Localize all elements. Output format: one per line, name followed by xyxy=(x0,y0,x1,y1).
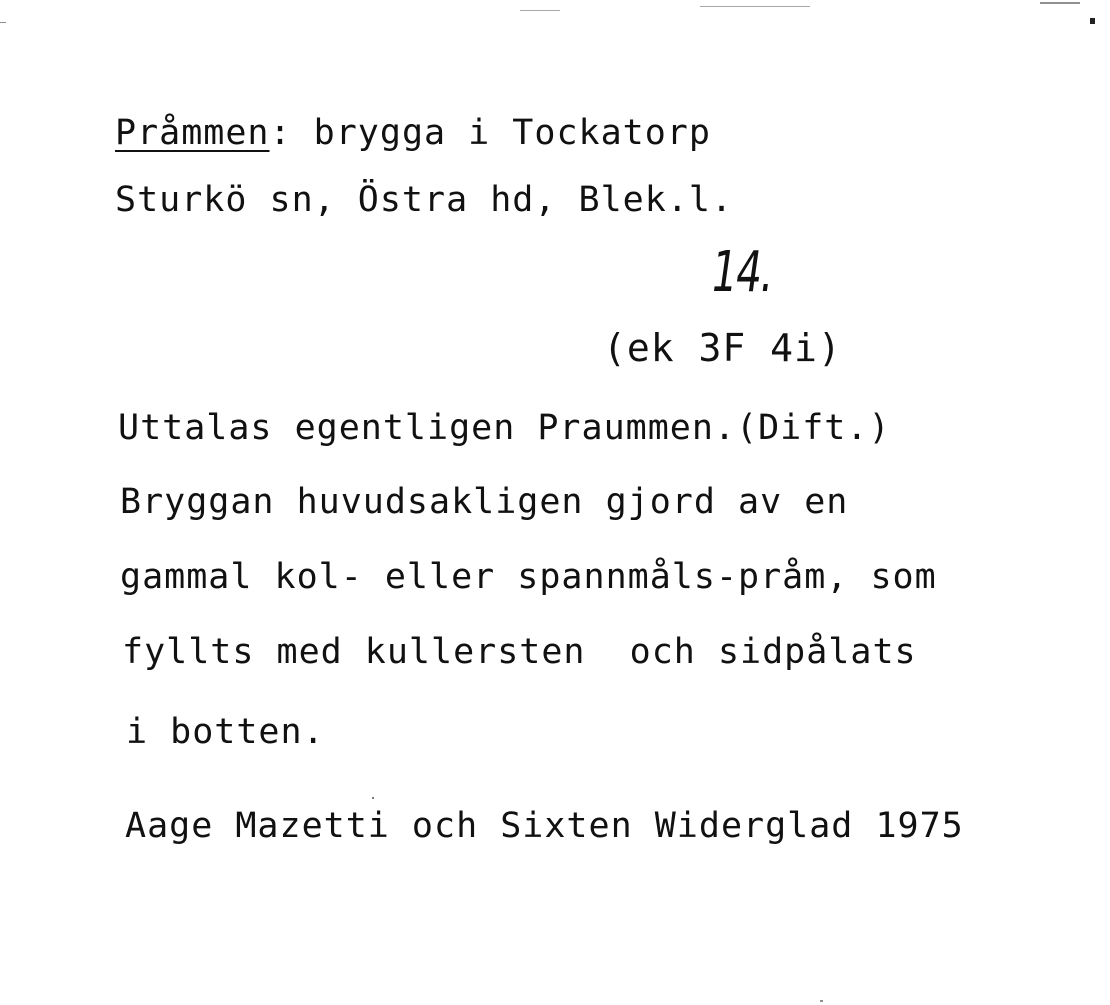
scan-speck xyxy=(1040,2,1080,4)
signature-line: Aage Mazetti och Sixten Widerglad 1975 xyxy=(125,806,964,846)
body-line-4: fyllts med kullersten och sidpålats xyxy=(122,632,917,672)
handwritten-number: 14. xyxy=(712,240,772,305)
scan-speck xyxy=(1090,18,1095,24)
scan-speck xyxy=(520,10,560,11)
scan-speck xyxy=(0,22,6,23)
body-line-1: Uttalas egentligen Praummen.(Dift.) xyxy=(118,408,891,448)
scan-speck xyxy=(700,6,810,7)
map-code: (ek 3F 4i) xyxy=(603,326,842,370)
body-line-5: i botten. xyxy=(126,712,325,752)
scan-speck xyxy=(372,797,374,799)
card-header-line xyxy=(115,113,711,153)
place-name: Pråmmen xyxy=(115,113,270,153)
body-line-2: Bryggan huvudsakligen gjord av en xyxy=(120,482,849,522)
body-line-3: gammal kol- eller spannmåls-pråm, som xyxy=(120,557,937,597)
scan-speck xyxy=(820,1000,823,1002)
location-line: Sturkö sn, Östra hd, Blek.l. xyxy=(115,180,734,220)
place-description: : brygga i Tockatorp xyxy=(269,113,711,153)
